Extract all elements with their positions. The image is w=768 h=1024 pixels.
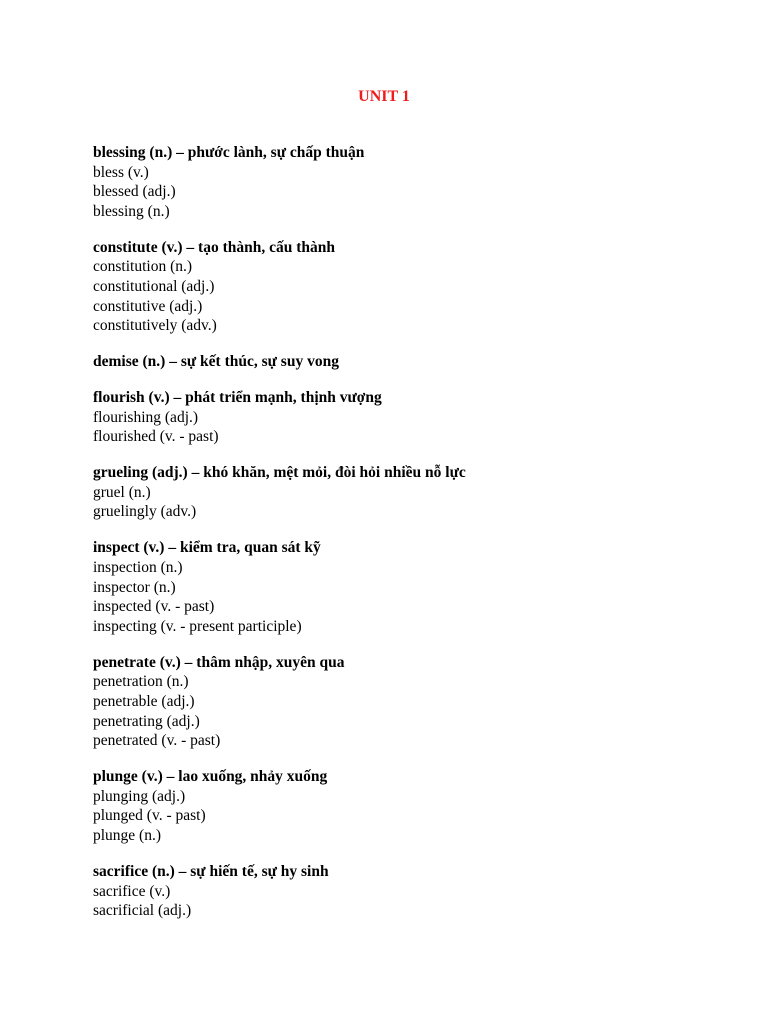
word-form: inspected (v. - past) — [93, 598, 215, 616]
vocabulary-entry — [93, 143, 713, 221]
vocabulary-entry — [93, 238, 713, 336]
vocabulary-entry — [93, 538, 713, 636]
word-form: inspection (n.) — [93, 559, 183, 577]
entry-headword: plunge (v.) – lao xuống, nhảy xuống — [93, 768, 328, 786]
word-form: gruel (n.) — [93, 483, 151, 501]
word-form: flourishing (adj.) — [93, 408, 199, 426]
word-form: inspector (n.) — [93, 578, 176, 596]
word-form: constitutive (adj.) — [93, 297, 203, 315]
word-form: blessing (n.) — [93, 202, 170, 220]
vocabulary-entry — [93, 388, 713, 447]
entry-headword: demise (n.) – sự kết thúc, sự suy vong — [93, 353, 339, 371]
word-form: penetrating (adj.) — [93, 712, 200, 730]
word-form: blessed (adj.) — [93, 183, 176, 201]
entry-headword: grueling (adj.) – khó khăn, mệt mỏi, đòi hỏi nhiều nỗ lực — [93, 464, 466, 482]
word-form: penetrated (v. - past) — [93, 732, 221, 750]
entry-headword: constitute (v.) – tạo thành, cấu thành — [93, 238, 335, 256]
entry-headword: penetrate (v.) – thâm nhập, xuyên qua — [93, 653, 345, 671]
unit-title: UNIT 1 — [358, 88, 410, 105]
entry-headword: blessing (n.) – phước lành, sự chấp thuận — [93, 144, 365, 161]
vocabulary-entry — [93, 862, 713, 921]
word-form: constitutional (adj.) — [93, 277, 215, 295]
word-form: flourished (v. - past) — [93, 428, 219, 446]
word-form: sacrifice (v.) — [93, 882, 171, 900]
word-form: plunge (n.) — [93, 826, 162, 844]
word-form: sacrificial (adj.) — [93, 902, 192, 920]
word-form: penetrable (adj.) — [93, 693, 195, 710]
word-form: inspecting (v. - present participle) — [93, 617, 302, 635]
vocabulary-entry — [93, 463, 713, 522]
vocabulary-entry — [93, 653, 713, 751]
word-form: constitution (n.) — [93, 258, 193, 276]
entry-headword: flourish (v.) – phát triển mạnh, thịnh vượng — [93, 389, 382, 407]
vocabulary-entry — [93, 352, 713, 372]
word-form: penetration (n.) — [93, 673, 189, 691]
word-form: plunging (adj.) — [93, 787, 186, 805]
entry-headword: inspect (v.) – kiểm tra, quan sát kỹ — [93, 539, 321, 557]
vocabulary-entry — [93, 767, 713, 845]
word-form: plunged (v. - past) — [93, 807, 206, 825]
word-form: bless (v.) — [93, 163, 149, 181]
word-form: constitutively (adv.) — [93, 317, 217, 335]
word-form: gruelingly (adv.) — [93, 503, 197, 521]
vocabulary-list — [93, 143, 713, 937]
entry-headword: sacrifice (n.) – sự hiến tế, sự hy sinh — [93, 862, 329, 880]
